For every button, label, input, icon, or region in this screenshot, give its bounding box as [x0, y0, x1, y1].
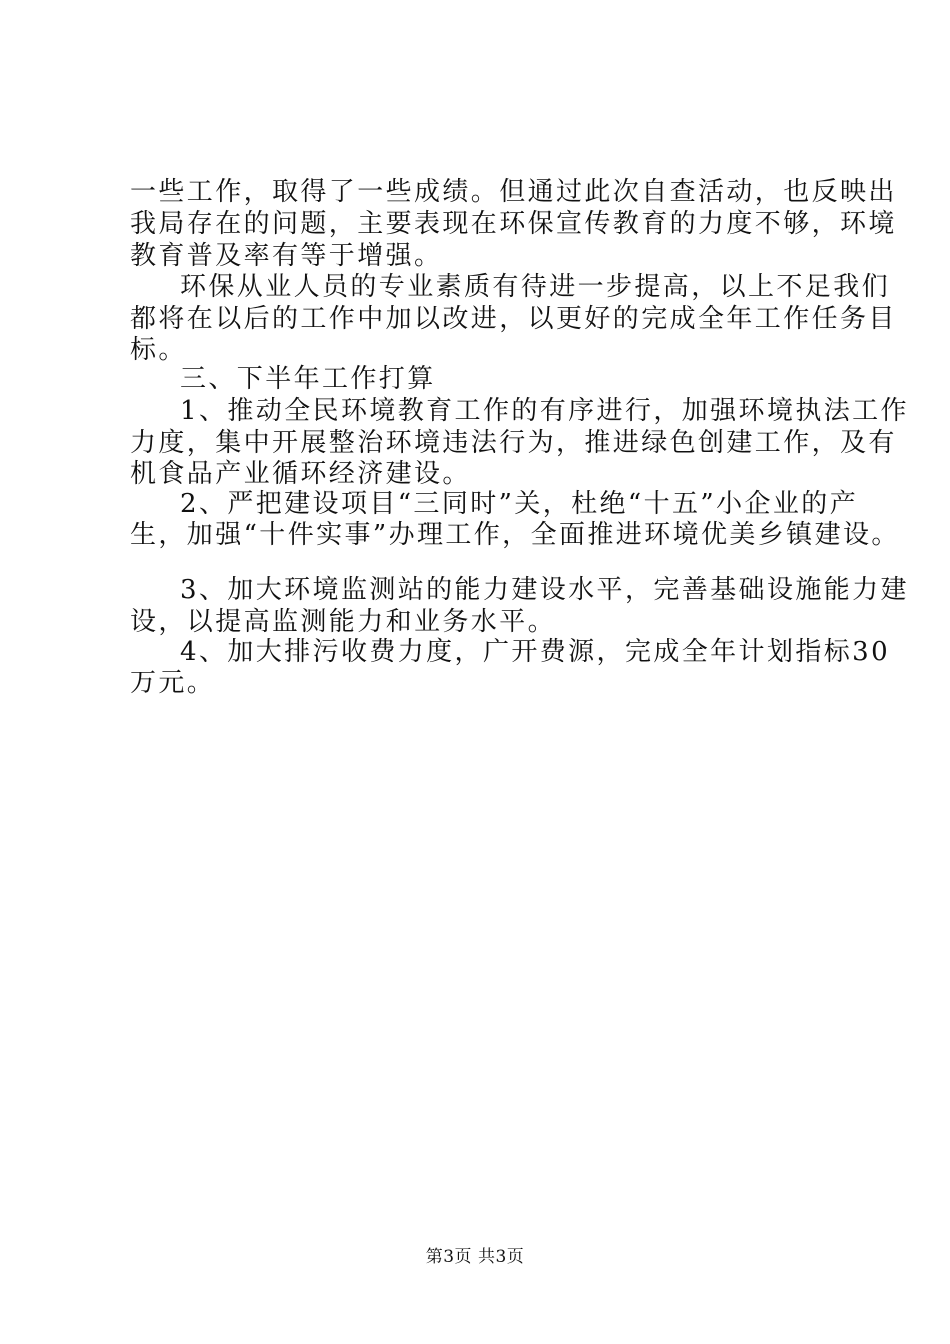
paragraph-line: 一些工作，取得了一些成绩。但通过此次自查活动，也反映出 — [130, 177, 897, 207]
paragraph-line: 设，以提高监测能力和业务水平。 — [130, 607, 557, 637]
paragraph-line: 教育普及率有等于增强。 — [130, 241, 443, 271]
section-heading: 三、下半年工作打算 — [180, 364, 436, 394]
paragraph-line: 1、推动全民环境教育工作的有序进行，加强环境执法工作 — [180, 396, 909, 426]
paragraph-line: 机食品产业循环经济建设。 — [130, 459, 471, 489]
paragraph-line: 4、加大排污收费力度，广开费源，完成全年计划指标30 — [180, 637, 891, 667]
paragraph-line: 我局存在的问题，主要表现在环保宣传教育的力度不够，环境 — [130, 209, 897, 239]
paragraph-line: 2、严把建设项目“三同时”关，杜绝“十五”小企业的产 — [180, 489, 859, 519]
page-number: 第3页 共3页 — [425, 1247, 525, 1267]
paragraph-line: 环保从业人员的专业素质有待进一步提高，以上不足我们 — [180, 272, 891, 302]
paragraph-line: 都将在以后的工作中加以改进，以更好的完成全年工作任务目 — [130, 304, 897, 334]
paragraph-line: 3、加大环境监测站的能力建设水平，完善基础设施能力建 — [180, 575, 909, 605]
paragraph-line: 力度，集中开展整治环境违法行为，推进绿色创建工作，及有 — [130, 428, 897, 458]
paragraph-line: 标。 — [130, 335, 187, 365]
paragraph-line: 生，加强“十件实事”办理工作，全面推进环境优美乡镇建设。 — [130, 520, 900, 550]
paragraph-line: 万元。 — [130, 668, 216, 698]
